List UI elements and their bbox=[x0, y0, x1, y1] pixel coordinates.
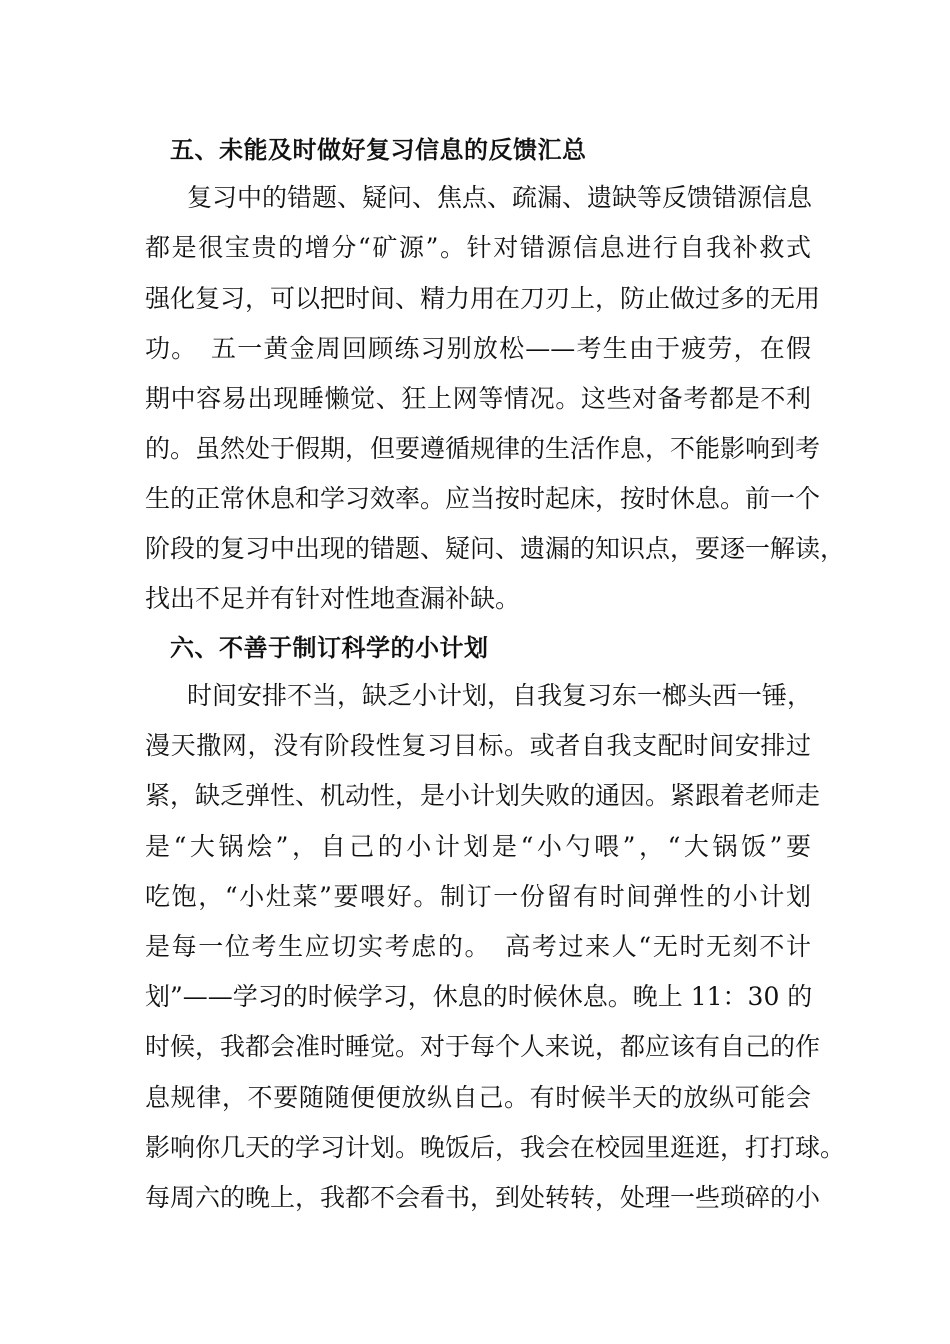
section-5-line: 功。 五一黄金周回顾练习别放松——考生由于疲劳，在假 bbox=[145, 334, 811, 363]
section-5-line: 都是很宝贵的增分“矿源”。针对错源信息进行自我补救式 bbox=[145, 233, 811, 262]
section-6-line: 息规律，不要随随便便放纵自己。有时候半天的放纵可能会 bbox=[145, 1083, 811, 1112]
section-6-line: 时间安排不当，缺乏小计划，自我复习东一榔头西一锤， bbox=[187, 681, 813, 710]
section-6-line: 时候，我都会准时睡觉。对于每个人来说，都应该有自己的作 bbox=[145, 1032, 821, 1061]
section-5-line: 的。虽然处于假期，但要遵循规律的生活作息，不能影响到考 bbox=[145, 434, 821, 463]
section-6-line: 每周六的晚上，我都不会看书，到处转转，处理一些琐碎的小 bbox=[145, 1183, 821, 1212]
section-5-line: 复习中的错题、疑问、焦点、疏漏、遗缺等反馈错源信息 bbox=[187, 183, 813, 212]
section-6-line: 是“大锅烩”，自己的小计划是“小勺喂”，“大锅饭”要 bbox=[145, 832, 811, 861]
section-6-line: 是每一位考生应切实考虑的。 高考过来人“无时无刻不计 bbox=[145, 932, 811, 961]
section-5-line: 生的正常休息和学习效率。应当按时起床，按时休息。前一个 bbox=[145, 484, 821, 513]
section-5-line: 强化复习，可以把时间、精力用在刀刃上，防止做过多的无用 bbox=[145, 284, 821, 313]
section-5-heading: 五、未能及时做好复习信息的反馈汇总 bbox=[170, 136, 587, 164]
section-5-line: 阶段的复习中出现的错题、疑问、遗漏的知识点，要逐一解读， bbox=[145, 534, 846, 563]
section-6-line: 紧，缺乏弹性、机动性，是小计划失败的通因。紧跟着老师走 bbox=[145, 781, 821, 810]
section-6-line: 影响你几天的学习计划。晚饭后，我会在校园里逛逛，打打球。 bbox=[145, 1133, 846, 1162]
section-5-line: 找出不足并有针对性地查漏补缺。 bbox=[145, 584, 521, 613]
section-5-line: 期中容易出现睡懒觉、狂上网等情况。这些对备考都是不利 bbox=[145, 384, 811, 413]
section-6-line: 漫天撒网，没有阶段性复习目标。或者自我支配时间安排过 bbox=[145, 731, 811, 760]
section-6-line: 吃饱，“小灶菜”要喂好。制订一份留有时间弹性的小计划 bbox=[145, 882, 811, 911]
section-6-heading: 六、不善于制订科学的小计划 bbox=[170, 634, 489, 662]
section-6-line: 划”——学习的时候学习，休息的时候休息。晚上 11：30 的 bbox=[145, 982, 813, 1011]
